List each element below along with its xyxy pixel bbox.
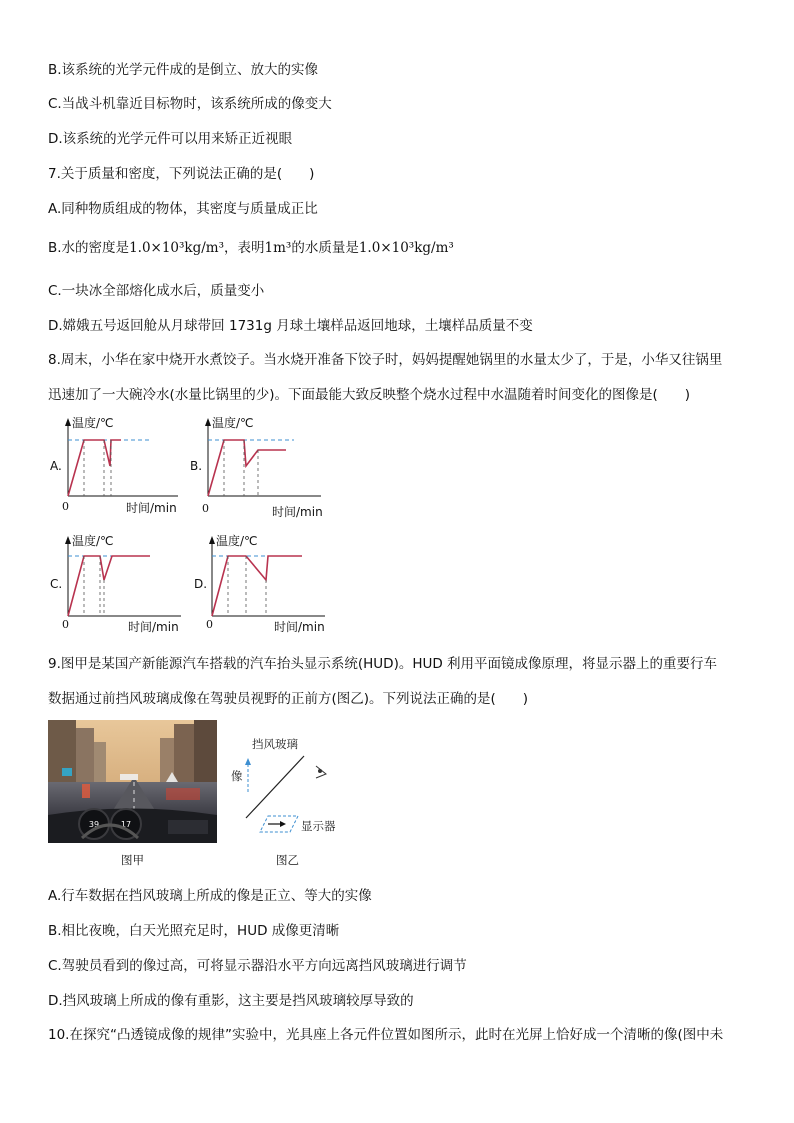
question-10: 10.在探究“凸透镜成像的规律”实验中，光具座上各元件位置如图所示，此时在光屏上恰好成一个清晰的像(图中未	[48, 1027, 724, 1043]
graph-b-xlabel: 时间/min	[272, 505, 323, 519]
graph-a-origin: 0	[62, 500, 69, 513]
graph-c-ylabel: 温度/℃	[72, 534, 114, 548]
option-7c: C.一块冰全部熔化成水后，质量变小	[48, 283, 265, 299]
question-8-line-1: 8.周末，小华在家中烧开水煮饺子。当水烧开准备下饺子时，妈妈提醒她锅里的水量太少了，于是，小华又往锅里	[48, 352, 723, 368]
graph-b-origin: 0	[202, 502, 209, 515]
question-9-line-2: 数据通过前挡风玻璃成像在驾驶员视野的正前方(图乙)。下列说法正确的是( )	[48, 691, 529, 707]
caption-right: 图乙	[276, 853, 299, 867]
hud-diagram	[228, 734, 348, 844]
option-6d: D.该系统的光学元件可以用来矫正近视眼	[48, 131, 293, 147]
option-7b-value-3: 1.0×10³kg/m³	[358, 240, 454, 256]
graph-b-option-label: B.	[190, 459, 203, 473]
graph-option-d	[190, 530, 335, 640]
question-9-line-1: 9.图甲是某国产新能源汽车搭载的汽车抬头显示系统(HUD)。HUD 利用平面镜成像原理，将显示器上的重要行车	[48, 656, 718, 672]
display-label: 显示器	[301, 819, 336, 833]
option-9d: D.挡风玻璃上所成的像有重影，这主要是挡风玻璃较厚导致的	[48, 993, 414, 1009]
graph-option-c	[46, 530, 191, 640]
graph-d-ylabel: 温度/℃	[216, 534, 258, 548]
option-7b-text-1: B.水的密度是	[48, 240, 130, 256]
question-8-line-2: 迅速加了一大碗冷水(水量比锅里的少)。下面最能大致反映整个烧水过程中水温随着时间变化的图像是( )	[48, 387, 691, 403]
graph-a-ylabel: 温度/℃	[72, 416, 114, 430]
graph-option-a	[46, 412, 186, 522]
option-7b-text-2: ，表明	[224, 240, 265, 256]
option-6b: B.该系统的光学元件成的是倒立、放大的实像	[48, 62, 319, 78]
eye-icon	[316, 766, 326, 778]
option-7d: D.嫦娥五号返回舱从月球带回 1731g 月球土壤样品返回地球，土壤样品质量不变	[48, 318, 533, 334]
windshield-label: 挡风玻璃	[252, 737, 298, 751]
graph-d-origin: 0	[206, 618, 213, 631]
option-7b-value-1: 1.0×10³kg/m³	[129, 240, 225, 256]
graph-c-origin: 0	[62, 618, 69, 631]
option-7b-value-2: 1m³	[264, 240, 292, 256]
option-9a: A.行车数据在挡风玻璃上所成的像是正立、等大的实像	[48, 888, 372, 904]
graph-d-xlabel: 时间/min	[274, 620, 325, 634]
option-9c: C.驾驶员看到的像过高，可将显示器沿水平方向远离挡风玻璃进行调节	[48, 958, 467, 974]
graph-c-xlabel: 时间/min	[128, 620, 179, 634]
hud-car-photo	[48, 720, 217, 843]
speed-readout-left: 39	[88, 820, 100, 829]
option-7a: A.同种物质组成的物体，其密度与质量成正比	[48, 201, 318, 217]
windshield-line	[246, 756, 304, 818]
image-label: 像	[231, 769, 243, 783]
graph-a-option-label: A.	[50, 459, 62, 473]
graph-a-xlabel: 时间/min	[126, 501, 177, 515]
graph-option-b	[186, 412, 331, 526]
graph-b-ylabel: 温度/℃	[212, 416, 254, 430]
option-9b: B.相比夜晚，白天光照充足时，HUD 成像更清晰	[48, 923, 340, 939]
speed-readout-right: 17	[120, 820, 132, 829]
question-7: 7.关于质量和密度，下列说法正确的是( )	[48, 166, 315, 182]
option-7b	[48, 236, 454, 256]
caption-left: 图甲	[121, 853, 144, 867]
graph-c-option-label: C.	[50, 577, 63, 591]
graph-d-option-label: D.	[194, 577, 208, 591]
option-7b-text-3: 的水质量是	[291, 240, 359, 256]
option-6c: C.当战斗机靠近目标物时，该系统所成的像变大	[48, 96, 332, 112]
